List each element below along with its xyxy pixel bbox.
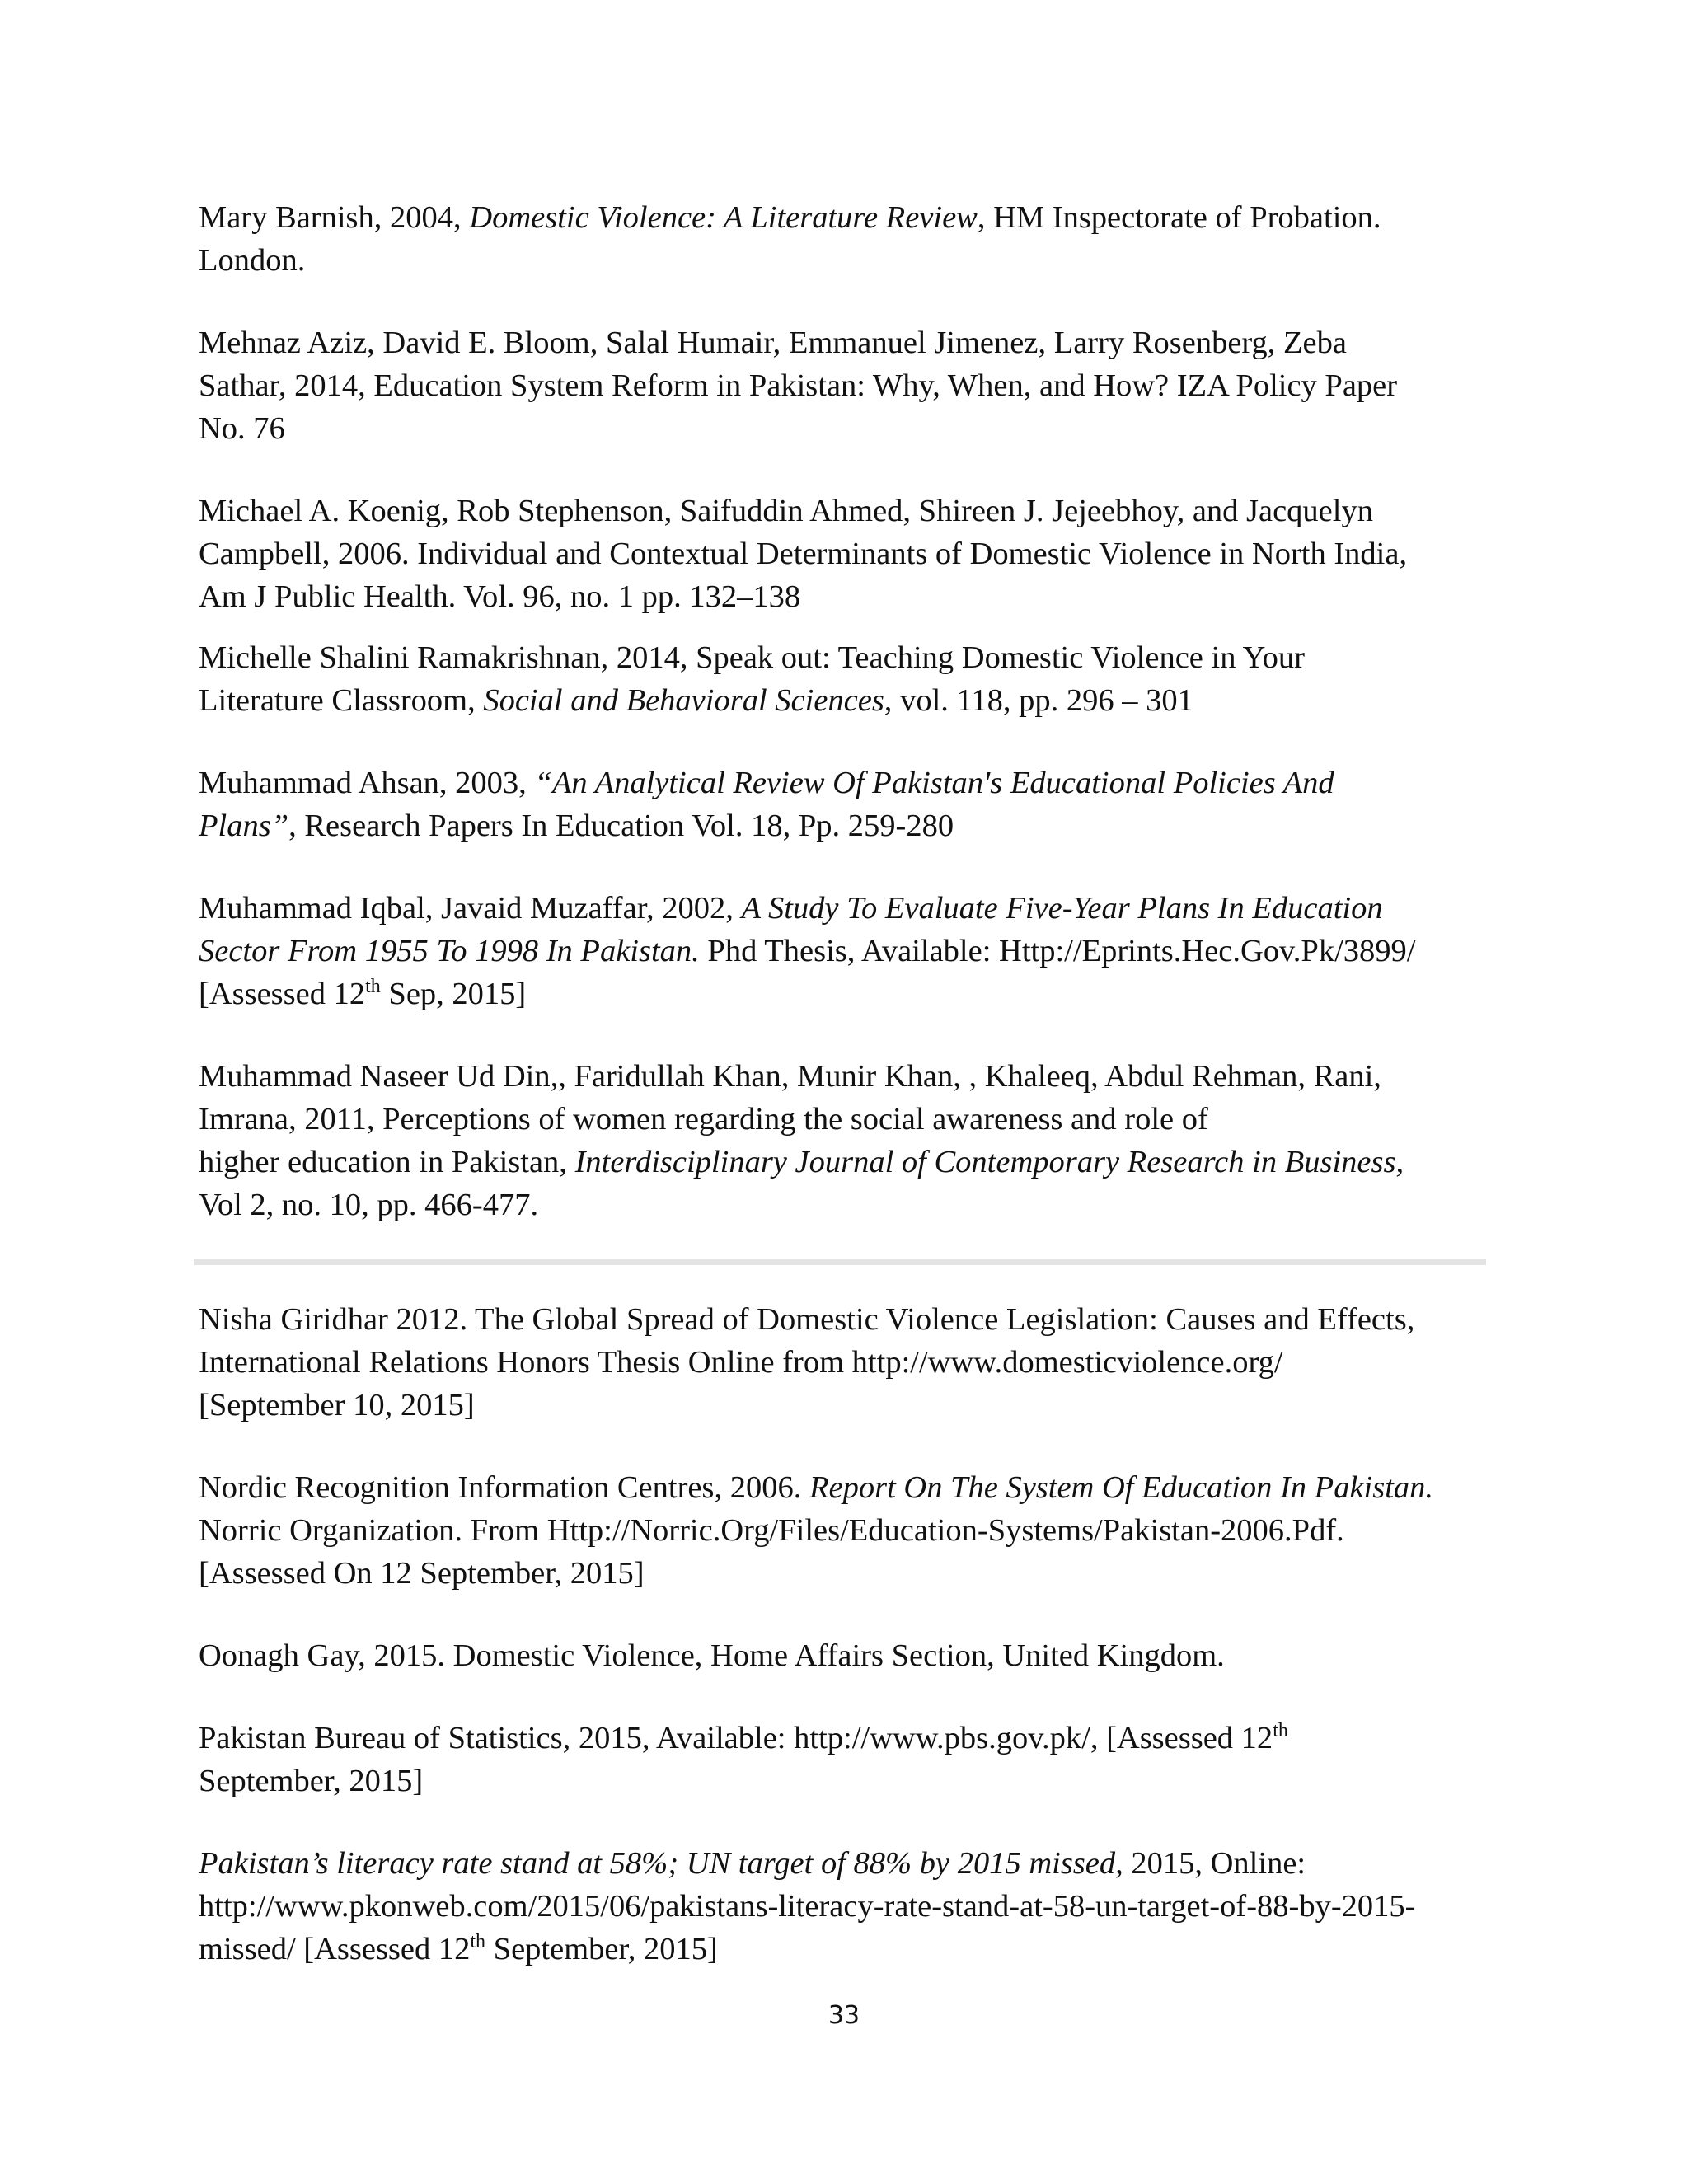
page-number: 33 xyxy=(828,2001,860,2030)
reference-entry: Mary Barnish, 2004, Domestic Violence: A Literature Review, HM Inspectorate of Probation. London. xyxy=(199,200,1381,278)
reference-entry: Muhammad Ahsan, 2003, “An Analytical Review Of Pakistan's Educational Policies And Plans”, Research Papers In Education Vol. 18, Pp. 259-280 xyxy=(199,766,1334,843)
reference-entry: Pakistan Bureau of Statistics, 2015, Available: http://www.pbs.gov.pk/, [Assessed 12th September, 2015] xyxy=(199,1720,1288,1798)
reference-entry: Muhammad Iqbal, Javaid Muzaffar, 2002, A Study To Evaluate Five-Year Plans In Education Sector From 1955 To 1998 In Pakistan. Phd Thesis, Available: Http://Eprints.Hec.Gov.Pk/3899/ [Assessed 12th Sep, 2015] xyxy=(199,891,1416,1011)
reference-entry: Oonagh Gay, 2015. Domestic Violence, Home Affairs Section, United Kingdom. xyxy=(199,1638,1225,1673)
reference-list xyxy=(199,196,1501,1971)
reference-entry: Nisha Giridhar 2012. The Global Spread of Domestic Violence Legislation: Causes and Effects, International Relations Honors Thesis Online from http://www.domesticviolence.org/ [September 10, 2015] xyxy=(199,1302,1415,1422)
reference-entry: Pakistan’s literacy rate stand at 58%; UN target of 88% by 2015 missed, 2015, Online: http://www.pkonweb.com/2015/06/pakistans-literacy-rate-stand-at-58-un-target-of-88-by-2015- missed/ [Assessed 12th September, 2015] xyxy=(199,1846,1416,1966)
reference-entry: Michael A. Koenig, Rob Stephenson, Saifuddin Ahmed, Shireen J. Jejeebhoy, and Jacquelyn Campbell, 2006. Individual and Contextual Determinants of Domestic Violence in North India, Am J Public Health. Vol. 96, no. 1 pp. 132–138 xyxy=(199,494,1408,614)
reference-entry: Muhammad Naseer Ud Din,, Faridullah Khan, Munir Khan, , Khaleeq, Abdul Rehman, Rani, Imrana, 2011, Perceptions of women regarding the social awareness and role of higher education in Pakistan, Interdisciplinary Journal of Contemporary Research in Business, Vol 2, no. 10, pp. 466-477. xyxy=(199,1059,1404,1222)
reference-entry: Michelle Shalini Ramakrishnan, 2014, Speak out: Teaching Domestic Violence in Your Literature Classroom, Social and Behavioral Sciences, vol. 118, pp. 296 – 301 xyxy=(199,640,1305,718)
reference-entry: Mehnaz Aziz, David E. Bloom, Salal Humair, Emmanuel Jimenez, Larry Rosenberg, Zeba Sathar, 2014, Education System Reform in Pakistan: Why, When, and How? IZA Policy Paper No. 76 xyxy=(199,326,1398,446)
reference-entry: Nordic Recognition Information Centres, 2006. Report On The System Of Education In Pakistan. Norric Organization. From Http://Norric.Org/Files/Education-Systems/Pakistan-2006.Pdf. [Assessed On 12 September, 2015] xyxy=(199,1470,1434,1591)
section-divider xyxy=(194,1259,1486,1265)
